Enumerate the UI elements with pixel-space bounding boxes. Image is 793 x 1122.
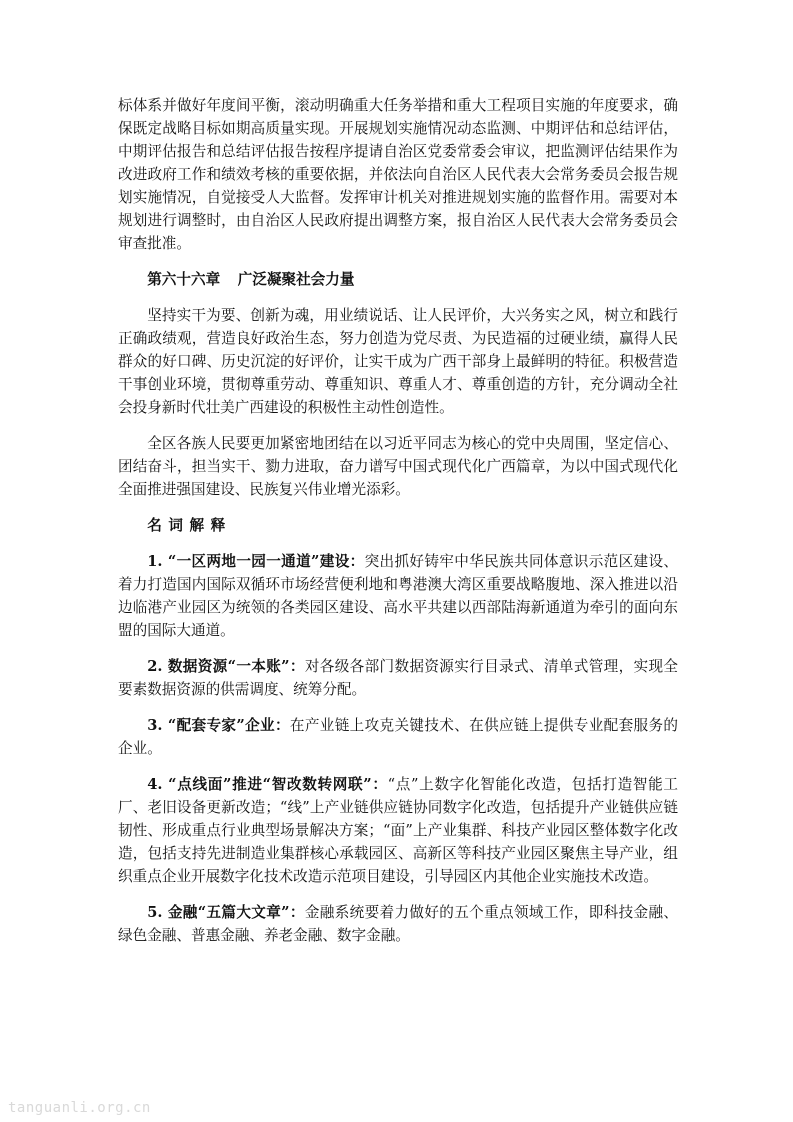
glossary-definition: “点”上数字化智能化改造，包括打造智能工厂、老旧设备更新改造；“线”上产业链供应链协同数字化改造，包括提升产业链供应链韧性、形成重点行业典型场景解决方案；“面”上产业集群、科技产业园区整体数字化改造，包括支持先进制造业集群核心承载园区、高新区等科技产业园区聚焦主导产业，组织重点企业开展数字化技术改造示范项目建设，引导园区内其他企业实施技术改造。: [118, 776, 678, 885]
glossary-entry: [118, 773, 678, 888]
glossary-entry: [118, 655, 678, 701]
intro-paragraph: 标体系并做好年度间平衡，滚动明确重大任务举措和重大工程项目实施的年度要求，确保既定战略目标如期高质量实现。开展规划实施情况动态监测、中期评估和总结评估，中期评估报告和总结评估报告按程序提请自治区党委常委会审议，把监测评估结果作为改进政府工作和绩效考核的重要依据，并依法向自治区人民代表大会常务委员会报告规划实施情况，自觉接受人大监督。发挥审计机关对推进规划实施的监督作用。需要对本规划进行调整时，由自治区人民政府提出调整方案，报自治区人民代表大会常务委员会审查批准。: [118, 97, 678, 252]
glossary-definition: 在产业链上攻克关键技术、在供应链上提供专业配套服务的企业。: [118, 717, 678, 757]
glossary-definition: 对各级各部门数据资源实行目录式、清单式管理，实现全要素数据资源的供需调度、统筹分配。: [118, 658, 678, 698]
glossary-entry: [118, 550, 678, 642]
site-watermark: tanguanli.org.cn: [8, 1100, 151, 1116]
glossary-entry: [118, 901, 678, 947]
glossary-term: 4. “点线面”推进“智改数转网联”：: [147, 776, 388, 793]
glossary-definition: 突出抓好铸牢中华民族共同体意识示范区建设、着力打造国内国际双循环市场经营便利地和粤港澳大湾区重要战略腹地、深入推进以沿边临港产业园区为统领的各类园区建设、高水平共建以西部陆海新通道为牵引的面向东盟的国际大通道。: [118, 553, 678, 639]
glossary-entry: [118, 714, 678, 760]
chapter-paragraph-1: 坚持实干为要、创新为魂，用业绩说话、让人民评价，大兴务实之风，树立和践行正确政绩观，营造良好政治生态，努力创造为党尽责、为民造福的过硬业绩，赢得人民群众的好口碑、历史沉淀的好评价，让实干成为广西干部身上最鲜明的特征。积极营造干事创业环境，贯彻尊重劳动、尊重知识、尊重人才、尊重创造的方针，充分调动全社会投身新时代壮美广西建设的积极性主动性创造性。: [118, 307, 678, 416]
chapter-title: 广泛凝聚社会力量: [237, 271, 355, 288]
chapter-heading: [118, 268, 678, 291]
chapter-paragraph-2: 全区各族人民要更加紧密地团结在以习近平同志为核心的党中央周围，坚定信心、团结奋斗，担当实干、勠力进取，奋力谱写中国式现代化广西篇章，为以中国式现代化全面推进强国建设、民族复兴伟业增光添彩。: [118, 435, 678, 498]
glossary-term: 2. 数据资源“一本账”：: [147, 658, 305, 675]
glossary-term: 5. 金融“五篇大文章”：: [147, 904, 305, 921]
glossary-term: 1. “一区两地一园一通道”建设：: [147, 553, 365, 570]
document-page: [118, 94, 678, 947]
glossary-definition: 金融系统要着力做好的五个重点领域工作，即科技金融、绿色金融、普惠金融、养老金融、数字金融。: [118, 904, 678, 944]
glossary-term: 3. “配套专家”企业：: [147, 717, 290, 734]
chapter-number: 第六十六章: [147, 271, 221, 288]
glossary-heading: 名词解释: [147, 517, 232, 534]
